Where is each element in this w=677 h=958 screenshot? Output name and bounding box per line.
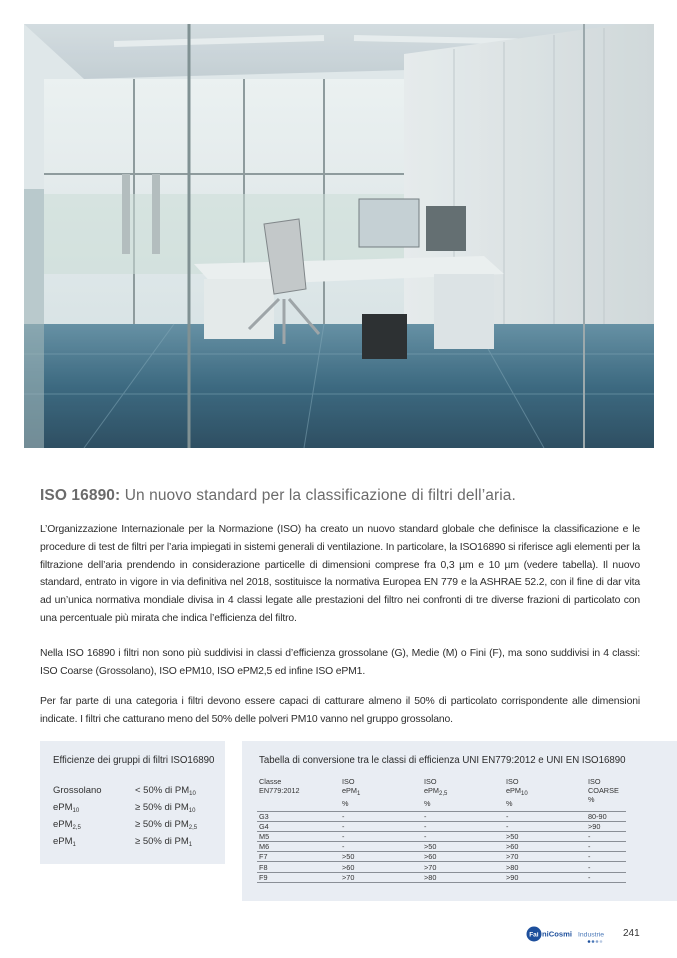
table-cell: F7 <box>257 852 340 862</box>
table-cell: - <box>422 832 504 842</box>
efficiency-group-value: ≥ 50% di $PM_{2,5}$ <box>135 819 198 831</box>
table-cell: >60 <box>340 862 422 872</box>
office-photo <box>24 24 654 448</box>
efficiency-box-title: Efficienze dei gruppi di filtri ISO16890 <box>53 755 215 766</box>
conversion-table-title: Tabella di conversione tra le classi di efficienza UNI EN779:2012 e UNI EN ISO16890 <box>259 755 626 766</box>
table-cell: >50 <box>504 832 586 842</box>
heading-subtitle: Un nuovo standard per la classificazione di filtri dell’aria. <box>120 487 516 504</box>
efficiency-groups-box <box>40 741 225 864</box>
efficiency-group-value: < 50% di $PM_{10}$ <box>135 785 196 797</box>
table-cell: - <box>504 812 586 822</box>
table-cell: G4 <box>257 822 340 832</box>
paragraph-classes: Nella ISO 16890 i filtri non sono più suddivisi in classi d’efficienza grossolane (G), Medie (M) o Fini (F), ma sono suddivisi in 4 classi: ISO Coarse (Grossolano), ISO ePM10, ISO ePM2,5 ed infine ISO ePM1. <box>40 648 640 677</box>
table-cell: >50 <box>340 852 422 862</box>
table-cell: >90 <box>586 822 626 832</box>
table-cell: >80 <box>422 872 504 882</box>
table-row <box>257 842 626 852</box>
conversion-table <box>257 777 626 883</box>
table-row <box>257 862 626 872</box>
table-cell: >90 <box>504 872 586 882</box>
table-cell: >80 <box>504 862 586 872</box>
paragraph-intro: L’Organizzazione Internazionale per la Normazione (ISO) ha creato un nuovo standard globale che definisce la classificazione e le procedure di test de filtri per l’aria impiegati in sistemi generali di ventilazione. In particolare, la ISO16890 si riferisce agli elementi per la filtrazione dell’aria prendendo in considerazione particelle di dimensioni comprese fra 0,3 µm e 10 µm (vedere tabella). Il nuovo standard, entrato in vigore in via definitiva nel 2018, sostituisce la normativa Europea EN 779 e la ASHRAE 52.2, con il fine di dar vita ad un’unica normativa mondiale divisa in 4 classi legate alle prestazioni del filtro nei confronti di tre diverse frazioni di particolato con una percentuale più mirata che indica l’efficienza del filtro. <box>40 524 640 624</box>
table-cell: - <box>422 812 504 822</box>
table-row <box>257 822 626 832</box>
table-cell: - <box>340 822 422 832</box>
table-cell: - <box>340 812 422 822</box>
table-cell: >70 <box>504 852 586 862</box>
column-header: ISO ePM$_{10}$ % <box>506 777 528 808</box>
table-cell: - <box>504 822 586 832</box>
table-cell: >60 <box>504 842 586 852</box>
efficiency-group-label: Grossolano <box>53 785 102 796</box>
paragraph-criteria: Per far parte di una categoria i filtri devono essere capaci di catturare almeno il 50% di particolato corrispondente alle dimensioni indicate. I filtri che catturano meno del 50% delle polveri PM10 vanno nel gruppo grossolano. <box>40 696 640 725</box>
table-cell: M6 <box>257 842 340 852</box>
table-cell: F8 <box>257 862 340 872</box>
brand-logo <box>526 926 606 944</box>
section-heading <box>40 487 640 505</box>
table-cell: - <box>422 822 504 832</box>
efficiency-group-value: ≥ 50% di $PM_{10}$ <box>135 802 196 814</box>
table-cell: - <box>340 832 422 842</box>
table-cell: >50 <box>422 842 504 852</box>
table-cell: M5 <box>257 832 340 842</box>
table-cell: - <box>340 842 422 852</box>
table-cell: - <box>586 852 626 862</box>
column-header: ISO ePM$_{2,5}$ % <box>424 777 448 808</box>
table-cell: - <box>586 832 626 842</box>
svg-text:niCosmi: niCosmi <box>542 929 572 939</box>
table-row <box>257 872 626 882</box>
column-header: Classe EN779:2012 <box>259 777 300 795</box>
conversion-table-box <box>242 741 677 901</box>
page-number: 241 <box>623 928 640 939</box>
table-header-row <box>257 777 626 812</box>
table-row <box>257 832 626 842</box>
table-cell: >60 <box>422 852 504 862</box>
efficiency-group-label: ePM$_{2,5}$ <box>53 819 81 831</box>
table-row <box>257 812 626 822</box>
svg-text:Industrie: Industrie <box>578 931 605 939</box>
table-cell: - <box>586 862 626 872</box>
column-header: ISO ePM$_1$ % <box>342 777 361 808</box>
table-cell: F9 <box>257 872 340 882</box>
table-cell: G3 <box>257 812 340 822</box>
heading-standard: ISO 16890: <box>40 487 121 504</box>
efficiency-group-label: ePM$_1$ <box>53 836 76 848</box>
conversion-table-body <box>257 812 626 883</box>
efficiency-group-value: ≥ 50% di $PM_1$ <box>135 836 193 848</box>
table-cell: 80-90 <box>586 812 626 822</box>
table-cell: - <box>586 872 626 882</box>
table-cell: - <box>586 842 626 852</box>
svg-text:Fai: Fai <box>529 931 539 939</box>
table-row <box>257 852 626 862</box>
table-cell: >70 <box>340 872 422 882</box>
table-cell: >70 <box>422 862 504 872</box>
column-header: ISO COARSE % <box>588 777 619 804</box>
efficiency-group-label: ePM$_{10}$ <box>53 802 80 814</box>
